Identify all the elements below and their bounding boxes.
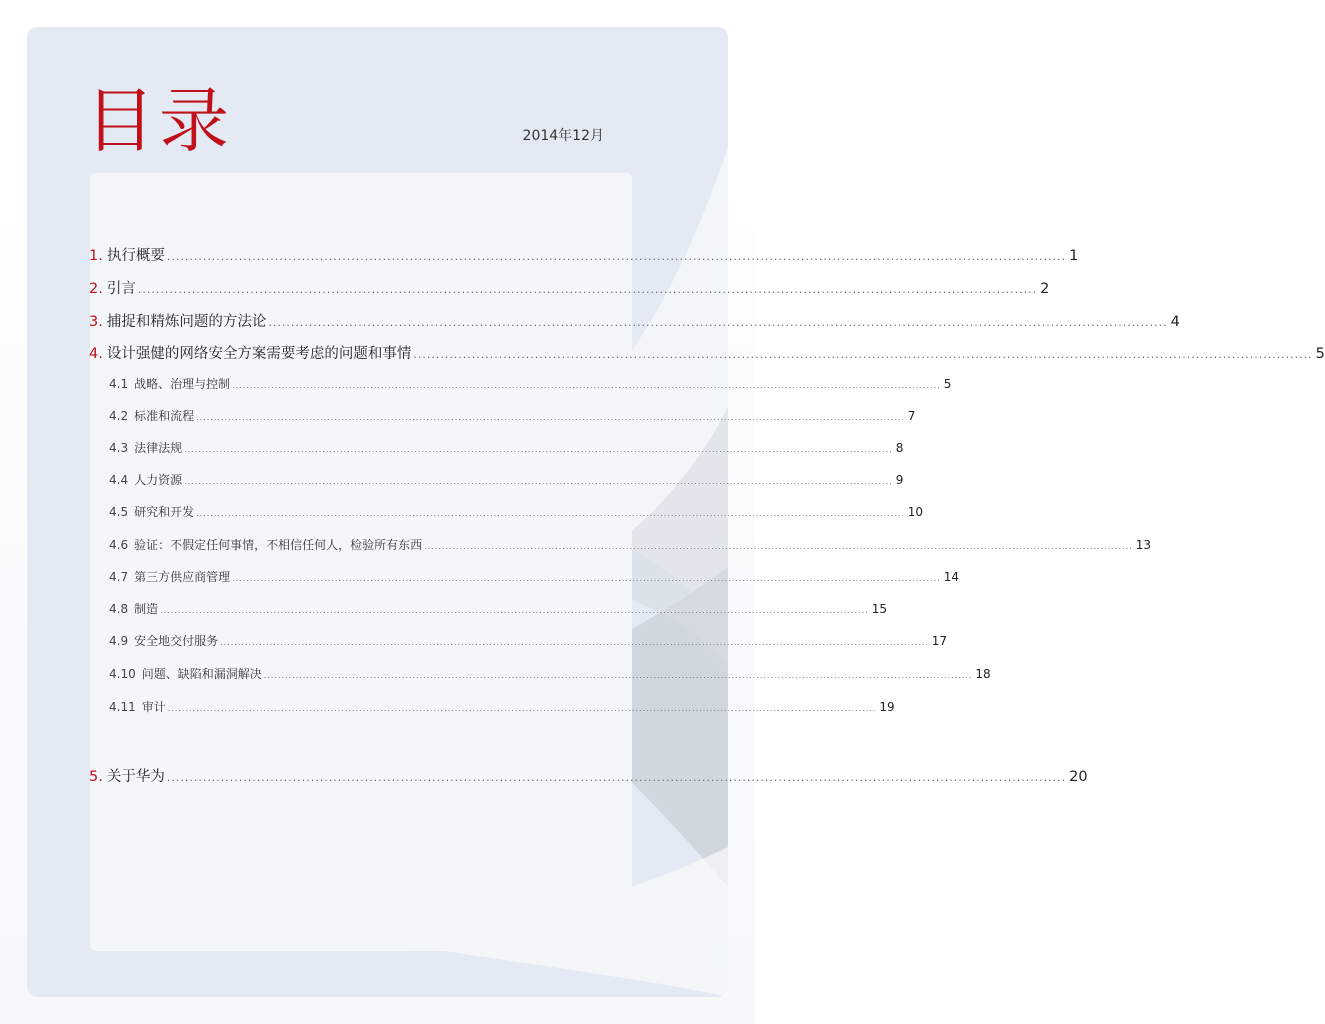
toc-leader-dots: ........................................................................................................................................................................................................ [167, 704, 877, 713]
toc-entry[interactable] [89, 632, 947, 649]
toc-entry-number: 4.7 [109, 570, 129, 584]
toc-entry-page: 7 [907, 409, 916, 423]
toc-leader-dots: ........................................................................................................................................................................................................ [263, 671, 973, 680]
toc-entry[interactable] [89, 765, 1088, 786]
toc-entry[interactable] [89, 536, 1151, 553]
toc-leader-dots: ........................................................................................................................................................................................................ [166, 771, 1067, 784]
toc-entry-label: 关于华为 [106, 769, 165, 785]
toc-entry-page: 4 [1170, 314, 1180, 330]
toc-entry-number: 4.1 [109, 377, 129, 391]
toc-entry[interactable] [89, 665, 991, 682]
toc-entry[interactable] [89, 471, 904, 488]
toc-entry-label: 制造 [134, 602, 159, 616]
toc-entry-page: 14 [943, 570, 959, 584]
toc-entry-number: 4. [89, 346, 103, 362]
toc-entry-number: 1. [89, 248, 103, 264]
toc-entry-label: 验证：不假定任何事情，不相信任何人，检验所有东西 [134, 538, 423, 552]
toc-leader-dots: ........................................................................................................................................................................................................ [413, 348, 1313, 361]
toc-entry-number: 4.6 [109, 538, 129, 552]
toc-entry-label: 引言 [106, 281, 136, 297]
toc-entry[interactable] [89, 568, 959, 585]
document-date: 2014年12月 [522, 128, 604, 144]
toc-entry[interactable] [89, 277, 1050, 298]
toc-entry-label: 第三方供应商管理 [134, 570, 231, 584]
toc-entry-label: 执行概要 [106, 248, 165, 264]
toc-entry[interactable] [89, 503, 923, 520]
toc-entry-number: 4.3 [109, 441, 129, 455]
toc-entry-label: 标准和流程 [134, 409, 195, 423]
toc-entry-label: 研究和开发 [134, 505, 195, 519]
toc-leader-dots: ........................................................................................................................................................................................................ [268, 316, 1168, 329]
toc-entry-page: 5 [943, 377, 952, 391]
page-title: 目录 [85, 80, 233, 162]
toc-leader-dots: ........................................................................................................................................................................................................ [232, 574, 941, 583]
toc-entry[interactable] [89, 600, 887, 617]
toc-entry-label: 审计 [141, 700, 166, 714]
toc-entry-number: 4.4 [109, 473, 129, 487]
toc-leader-dots: ........................................................................................................................................................................................................ [184, 445, 893, 454]
toc-leader-dots: ........................................................................................................................................................................................................ [424, 542, 1133, 551]
toc-entry-number: 4.9 [109, 634, 129, 648]
toc-entry-label: 战略、治理与控制 [134, 377, 231, 391]
toc-leader-dots: ........................................................................................................................................................................................................ [166, 250, 1067, 263]
toc-entry-number: 4.11 [109, 700, 136, 714]
toc-entry-page: 1 [1069, 248, 1079, 264]
toc-entry-number: 4.10 [109, 667, 136, 681]
toc-entry-page: 13 [1135, 538, 1151, 552]
toc-leader-dots: ........................................................................................................................................................................................................ [196, 509, 905, 518]
toc-entry-page: 10 [907, 505, 923, 519]
toc-entry-number: 4.5 [109, 505, 129, 519]
toc-entry-page: 5 [1315, 346, 1325, 362]
toc-entry-page: 2 [1040, 281, 1050, 297]
toc-entry-label: 问题、缺陷和漏洞解决 [141, 667, 262, 681]
toc-entry[interactable] [89, 698, 895, 715]
toc-entry[interactable] [89, 407, 916, 424]
toc-entry-label: 安全地交付服务 [134, 634, 219, 648]
toc-entry-number: 2. [89, 281, 103, 297]
toc-entry-page: 18 [975, 667, 991, 681]
toc-leader-dots: ........................................................................................................................................................................................................ [137, 283, 1038, 296]
toc-leader-dots: ........................................................................................................................................................................................................ [220, 638, 929, 647]
toc-leader-dots: ........................................................................................................................................................................................................ [196, 413, 905, 422]
toc-entry-number: 4.2 [109, 409, 129, 423]
toc-entry[interactable] [89, 244, 1079, 265]
toc-entry[interactable] [89, 375, 952, 392]
toc-entry[interactable] [89, 342, 1325, 363]
toc-entry-number: 4.8 [109, 602, 129, 616]
toc-entry-page: 8 [895, 441, 904, 455]
toc-entry-page: 17 [931, 634, 947, 648]
toc-entry-label: 人力资源 [134, 473, 183, 487]
toc-leader-dots: ........................................................................................................................................................................................................ [184, 477, 893, 486]
toc-entry-label: 捕捉和精炼问题的方法论 [106, 314, 267, 330]
toc-leader-dots: ........................................................................................................................................................................................................ [232, 381, 941, 390]
toc-entry-page: 19 [879, 700, 895, 714]
toc-entry-page: 15 [871, 602, 887, 616]
toc-entry-page: 20 [1069, 769, 1088, 785]
toc-entry[interactable] [89, 310, 1180, 331]
toc-entry-number: 3. [89, 314, 103, 330]
toc-entry[interactable] [89, 439, 904, 456]
toc-entry-label: 设计强健的网络安全方案需要考虑的问题和事情 [106, 346, 412, 362]
toc-entry-number: 5. [89, 769, 103, 785]
toc-leader-dots: ........................................................................................................................................................................................................ [160, 606, 869, 615]
toc-entry-page: 9 [895, 473, 904, 487]
toc-entry-label: 法律法规 [134, 441, 183, 455]
